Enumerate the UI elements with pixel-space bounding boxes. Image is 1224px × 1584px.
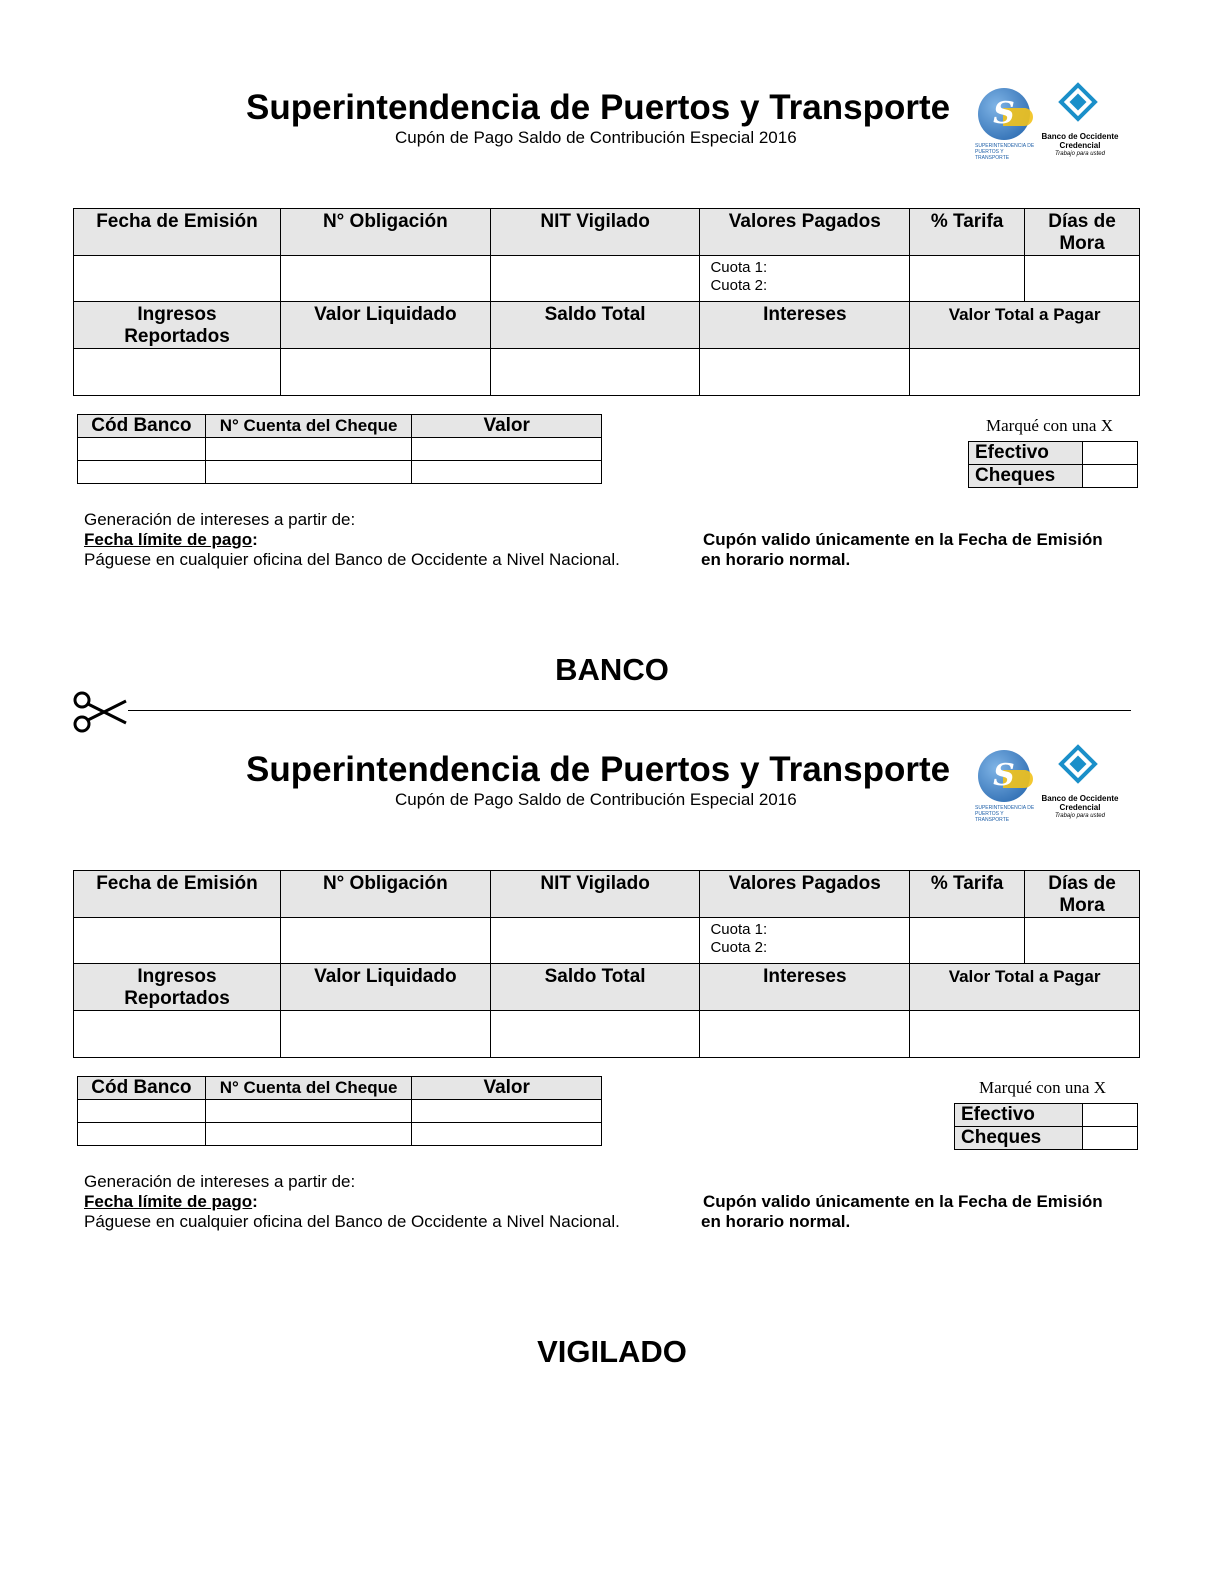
supertransporte-logo <box>975 750 1037 830</box>
coupon-title: Superintendencia de Puertos y Transporte <box>246 750 951 789</box>
banco-occidente-logo <box>1032 88 1128 168</box>
bank-logo-name: Banco de Occidente <box>1041 132 1119 141</box>
banco-occidente-logo <box>1032 750 1128 830</box>
coupon-subtitle: Cupón de Pago Saldo de Contribución Especial 2016 <box>395 790 797 809</box>
header-nit: NIT Vigilado <box>490 209 700 256</box>
field-fecha-emision[interactable] <box>74 918 281 964</box>
checkbox-cheques[interactable] <box>1083 465 1138 488</box>
label-efectivo: Efectivo <box>955 1104 1083 1127</box>
pay-at-note: Páguese en cualquier oficina del Banco de Occidente a Nivel Nacional. <box>84 1212 620 1231</box>
field-cod-banco[interactable] <box>78 461 206 484</box>
header-valor-total: Valor Total a Pagar <box>910 302 1140 349</box>
field-tarifa[interactable] <box>910 256 1025 302</box>
bank-logo-slogan: Trabajo para usted <box>1055 151 1105 157</box>
validity-line-2: en horario normal. <box>701 1212 851 1231</box>
checkbox-efectivo[interactable] <box>1083 442 1138 465</box>
coupon-main-table <box>73 870 1140 1058</box>
field-cuenta-cheque[interactable] <box>205 461 412 484</box>
cuota-1-label: Cuota 1: <box>710 921 768 938</box>
scissors-icon <box>70 690 130 734</box>
payment-method-table <box>968 441 1138 488</box>
deadline-colon: : <box>252 1192 258 1211</box>
field-valor-total[interactable] <box>910 1011 1140 1058</box>
header-valor-liquidado: Valor Liquidado <box>280 302 490 349</box>
bank-logo-name: Banco de Occidente <box>1041 794 1119 803</box>
field-intereses[interactable] <box>700 1011 910 1058</box>
bank-logo-slogan: Trabajo para usted <box>1055 813 1105 819</box>
coupon-main-table <box>73 208 1140 396</box>
field-cuenta-cheque[interactable] <box>205 1123 412 1146</box>
coupon-notes <box>84 510 620 570</box>
header-cod-banco: Cód Banco <box>78 1077 206 1100</box>
bank-check-table <box>77 414 602 484</box>
logo-glyph: S <box>993 96 1015 131</box>
header-valores-pagados: Valores Pagados <box>700 209 910 256</box>
interest-note: Generación de intereses a partir de: <box>84 1172 356 1191</box>
checkbox-efectivo[interactable] <box>1083 1104 1138 1127</box>
header-cuenta-cheque: N° Cuenta del Cheque <box>205 415 412 438</box>
header-valores-pagados: Valores Pagados <box>700 871 910 918</box>
field-nit[interactable] <box>490 918 700 964</box>
label-cheques: Cheques <box>955 1127 1083 1150</box>
header-valor: Valor <box>412 415 602 438</box>
header-nit: NIT Vigilado <box>490 871 700 918</box>
header-fecha-emision: Fecha de Emisión <box>74 209 281 256</box>
label-cheques: Cheques <box>969 465 1083 488</box>
field-valor[interactable] <box>412 1100 602 1123</box>
coupon-notes <box>84 1172 620 1232</box>
cuota-1-label: Cuota 1: <box>710 259 768 276</box>
deadline-label: Fecha límite de pago <box>84 530 253 549</box>
deadline-label: Fecha límite de pago <box>84 1192 253 1211</box>
header-tarifa: % Tarifa <box>910 871 1025 918</box>
cuota-2-label: Cuota 2: <box>710 277 768 294</box>
marque-label: Marqué con una X <box>979 1078 1106 1097</box>
header-saldo-total: Saldo Total <box>490 302 700 349</box>
field-cod-banco[interactable] <box>78 1123 206 1146</box>
validity-line-2: en horario normal. <box>701 550 851 569</box>
field-intereses[interactable] <box>700 349 910 396</box>
cut-line <box>128 710 1131 711</box>
bank-logo-sub: Credencial <box>1059 141 1101 150</box>
field-ingresos-reportados[interactable] <box>74 1011 281 1058</box>
field-nit[interactable] <box>490 256 700 302</box>
header-intereses: Intereses <box>700 964 910 1011</box>
field-valor[interactable] <box>412 461 602 484</box>
header-intereses: Intereses <box>700 302 910 349</box>
coupon-title: Superintendencia de Puertos y Transporte <box>246 88 951 127</box>
header-tarifa: % Tarifa <box>910 209 1025 256</box>
header-fecha-emision: Fecha de Emisión <box>74 871 281 918</box>
logo-glyph: S <box>993 758 1015 793</box>
field-cuenta-cheque[interactable] <box>205 438 412 461</box>
header-valor-total: Valor Total a Pagar <box>910 964 1140 1011</box>
header-obligacion: N° Obligación <box>280 209 490 256</box>
field-valor-liquidado[interactable] <box>280 349 490 396</box>
field-valor[interactable] <box>412 438 602 461</box>
section-label-vigilado: VIGILADO <box>537 1334 687 1369</box>
logo-tiny-text: SUPERINTENDENCIA DE PUERTOS Y TRANSPORTE <box>975 805 1035 823</box>
coupon-subtitle: Cupón de Pago Saldo de Contribución Especial 2016 <box>395 128 797 147</box>
field-obligacion[interactable] <box>280 256 490 302</box>
cuota-2-label: Cuota 2: <box>710 939 768 956</box>
field-ingresos-reportados[interactable] <box>74 349 281 396</box>
field-valor[interactable] <box>412 1123 602 1146</box>
logo-tiny-text: SUPERINTENDENCIA DE PUERTOS Y TRANSPORTE <box>975 143 1035 161</box>
coupon-banco <box>0 88 1224 708</box>
marque-label: Marqué con una X <box>986 416 1113 435</box>
bank-logo-sub: Credencial <box>1059 803 1101 812</box>
field-cod-banco[interactable] <box>78 438 206 461</box>
field-dias-mora[interactable] <box>1025 918 1140 964</box>
coupon-vigilado <box>0 750 1224 1370</box>
header-valor: Valor <box>412 1077 602 1100</box>
validity-note <box>701 530 1103 570</box>
validity-note <box>701 1192 1103 1232</box>
section-label-banco: BANCO <box>555 652 669 687</box>
field-cuenta-cheque[interactable] <box>205 1100 412 1123</box>
header-saldo-total: Saldo Total <box>490 964 700 1011</box>
bank-check-table <box>77 1076 602 1146</box>
checkbox-cheques[interactable] <box>1083 1127 1138 1150</box>
field-valor-total[interactable] <box>910 349 1140 396</box>
interest-note: Generación de intereses a partir de: <box>84 510 356 529</box>
field-valores-pagados[interactable] <box>700 918 910 964</box>
field-tarifa[interactable] <box>910 918 1025 964</box>
header-cuenta-cheque: N° Cuenta del Cheque <box>205 1077 412 1100</box>
header-cod-banco: Cód Banco <box>78 415 206 438</box>
field-valor-liquidado[interactable] <box>280 1011 490 1058</box>
field-fecha-emision[interactable] <box>74 256 281 302</box>
deadline-line <box>84 1192 620 1212</box>
field-cod-banco[interactable] <box>78 1100 206 1123</box>
payment-method-table <box>954 1103 1138 1150</box>
supertransporte-logo <box>975 88 1037 168</box>
pay-at-note: Páguese en cualquier oficina del Banco de Occidente a Nivel Nacional. <box>84 550 620 569</box>
field-obligacion[interactable] <box>280 918 490 964</box>
header-obligacion: N° Obligación <box>280 871 490 918</box>
header-dias-mora: Días de Mora <box>1025 871 1140 918</box>
header-dias-mora: Días de Mora <box>1025 209 1140 256</box>
validity-line-1: Cupón valido únicamente en la Fecha de Emisión <box>703 1192 1103 1211</box>
validity-line-1: Cupón valido únicamente en la Fecha de Emisión <box>703 530 1103 549</box>
label-efectivo: Efectivo <box>969 442 1083 465</box>
deadline-colon: : <box>252 530 258 549</box>
header-ingresos-reportados: Ingresos Reportados <box>74 964 281 1011</box>
deadline-line <box>84 530 620 550</box>
field-dias-mora[interactable] <box>1025 256 1140 302</box>
header-ingresos-reportados: Ingresos Reportados <box>74 302 281 349</box>
field-saldo-total[interactable] <box>490 1011 700 1058</box>
header-valor-liquidado: Valor Liquidado <box>280 964 490 1011</box>
field-valores-pagados[interactable] <box>700 256 910 302</box>
field-saldo-total[interactable] <box>490 349 700 396</box>
